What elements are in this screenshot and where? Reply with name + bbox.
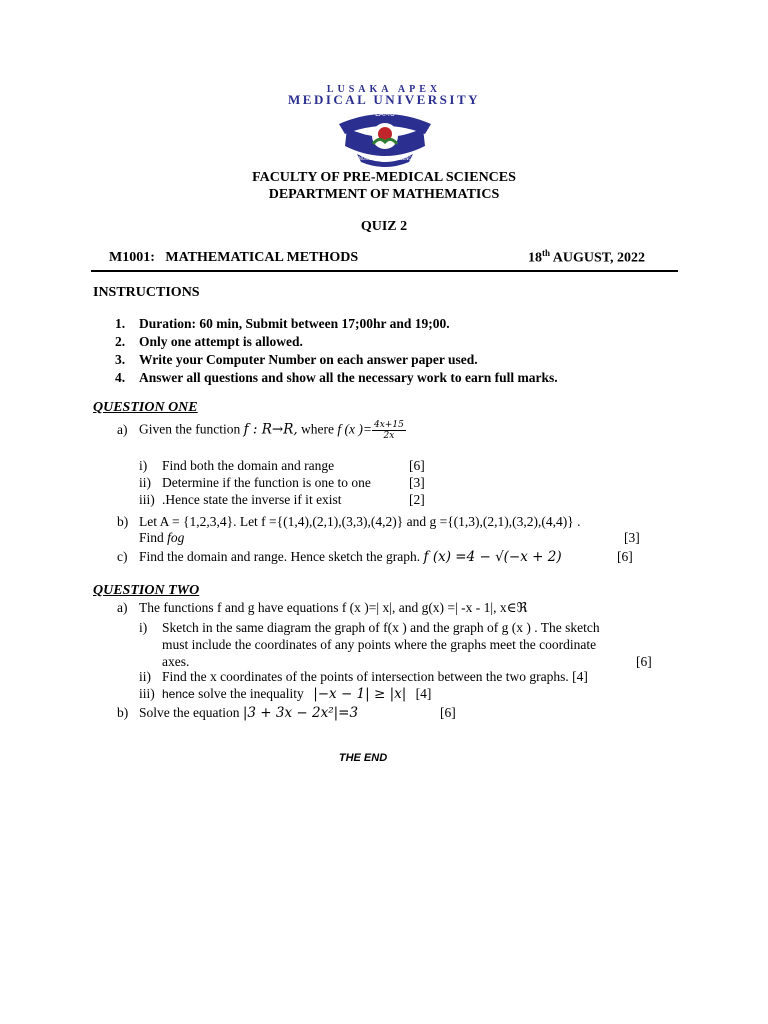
q1-b-marks: [3] xyxy=(624,530,640,545)
sub-marks: [2] xyxy=(409,492,425,507)
logo-emblem xyxy=(329,106,441,170)
q2-part-a-iii xyxy=(139,686,431,702)
q1-c-fx: f (x) =4 − √(−x + 2) xyxy=(423,549,562,565)
q1-subparts xyxy=(139,458,439,509)
course-title: M1001: MATHEMATICAL METHODS xyxy=(109,250,359,265)
logo-line2: MEDICAL UNIVERSITY xyxy=(288,92,480,107)
q1-b-fog: fog xyxy=(167,530,185,545)
instruction-num: 2. xyxy=(115,334,126,349)
sub-text: Determine if the function is one to one xyxy=(162,475,371,490)
instruction-text: Answer all questions and show all the necessary work to earn full marks. xyxy=(139,370,558,385)
q1-c-label: c) xyxy=(117,549,128,564)
sub-label: i) xyxy=(139,458,148,473)
q2-i-line1: Sketch in the same diagram the graph of f(x ) and the graph of g (x ) . The sketch xyxy=(162,620,600,635)
q2-b-label: b) xyxy=(117,705,129,720)
q1-b-find-line xyxy=(139,530,639,546)
q2-part-b xyxy=(117,705,467,721)
instruction-item xyxy=(115,334,558,352)
q2-iii-expr: |−x − 1| ≥ |x| xyxy=(313,686,407,702)
q2-iii-hence: hence xyxy=(162,687,195,701)
q2-i-label: i) xyxy=(139,620,148,635)
q1-a-text: Given the function xyxy=(139,421,241,437)
header-rule xyxy=(91,270,678,272)
instruction-num: 4. xyxy=(115,370,126,385)
instruction-list xyxy=(115,316,558,388)
q2-i-line2: must include the coordinates of any points where the graphs meet the coordinate xyxy=(162,637,597,652)
q2-i-marks: [6] xyxy=(636,654,652,669)
q2-a-label: a) xyxy=(117,600,128,615)
faculty-heading: FACULTY OF PRE-MEDICAL SCIENCES xyxy=(252,170,516,185)
question-two-heading: QUESTION TWO xyxy=(93,583,200,598)
quiz-title: QUIZ 2 xyxy=(360,219,408,234)
department-heading: DEPARTMENT OF MATHEMATICS xyxy=(268,187,500,202)
sub-text: Find both the domain and range xyxy=(162,458,335,473)
q2-part-a-ii xyxy=(139,669,588,685)
q1-part-b xyxy=(117,514,581,530)
q1-b-text: Let A = {1,2,3,4}. Let f ={(1,4),(2,1),(3,3),(4,2)} and g ={(1,3),(2,1),(3,2),(4,4)} . xyxy=(139,514,581,529)
logo-line1: LUSAKA APEX xyxy=(326,84,442,95)
q1-a-where: where xyxy=(301,421,335,437)
q1-sub-item xyxy=(139,475,439,492)
q1-b-label: b) xyxy=(117,514,129,529)
q2-i-line xyxy=(139,619,669,636)
q1-sub-item xyxy=(139,458,439,475)
instruction-item xyxy=(115,352,558,370)
q2-i-line3: axes. xyxy=(162,654,190,669)
sub-label: iii) xyxy=(139,492,155,507)
q2-iii-marks: [4] xyxy=(415,686,432,701)
q1-c-marks: [6] xyxy=(617,549,633,564)
instruction-item xyxy=(115,316,558,334)
instruction-text: Duration: 60 min, Submit between 17;00hr and 19;00. xyxy=(139,316,450,331)
sub-marks: [6] xyxy=(409,458,425,473)
q1-c-text: Find the domain and range. Hence sketch the graph. xyxy=(139,549,421,564)
q2-a-text: The functions f and g have equations f (x )=| x|, and g(x) =| -x - 1|, x∈ℜ xyxy=(139,600,528,615)
date-day: 18 xyxy=(528,250,542,266)
q2-b-text: Solve the equation xyxy=(139,705,240,720)
the-end: THE END xyxy=(338,752,388,764)
q2-i-line xyxy=(139,653,669,670)
q1-a-numerator: 4x+15 xyxy=(374,420,404,430)
instruction-item xyxy=(115,370,558,388)
q2-iii-label: iii) xyxy=(139,686,155,701)
q2-b-expr: |3 + 3x − 2x²|=3 xyxy=(242,705,359,721)
date-suffix: th xyxy=(542,248,551,258)
q1-a-denominator: 2x xyxy=(383,431,395,441)
q2-part-a-i xyxy=(139,619,669,670)
university-logo xyxy=(240,84,528,170)
logo-motto: KNOWLEDGE & EXCELLENCE xyxy=(356,156,414,161)
q1-sub-item xyxy=(139,492,439,509)
instruction-num: 3. xyxy=(115,352,126,367)
q1-a-label: a) xyxy=(117,421,128,437)
instruction-text: Write your Computer Number on each answer paper used. xyxy=(139,352,478,367)
q2-iii-text: solve the inequality xyxy=(198,686,304,701)
instructions-heading: INSTRUCTIONS xyxy=(93,285,200,300)
q2-i-line xyxy=(139,636,669,653)
q1-part-a xyxy=(117,420,406,441)
logo-badge: LAMU xyxy=(374,110,396,118)
q2-ii-text: Find the x coordinates of the points of intersection between the two graphs. [4] xyxy=(162,669,588,684)
instruction-text: Only one attempt is allowed. xyxy=(139,334,303,349)
date-rest: AUGUST, 2022 xyxy=(550,250,646,266)
q1-b-find: Find xyxy=(139,530,164,545)
q2-ii-label: ii) xyxy=(139,669,151,684)
q1-a-func: f : R→R, xyxy=(243,421,298,438)
q1-a-fraction xyxy=(372,420,406,441)
q1-a-fx: f (x )= xyxy=(337,421,372,437)
q2-b-marks: [6] xyxy=(440,705,456,720)
question-one-heading: QUESTION ONE xyxy=(93,400,198,415)
q2-part-a xyxy=(117,600,528,616)
q1-part-c xyxy=(117,549,637,565)
exam-date xyxy=(528,248,645,267)
sub-text: .Hence state the inverse if it exist xyxy=(162,492,342,507)
sub-label: ii) xyxy=(139,475,151,490)
sub-marks: [3] xyxy=(409,475,425,490)
instruction-num: 1. xyxy=(115,316,126,331)
